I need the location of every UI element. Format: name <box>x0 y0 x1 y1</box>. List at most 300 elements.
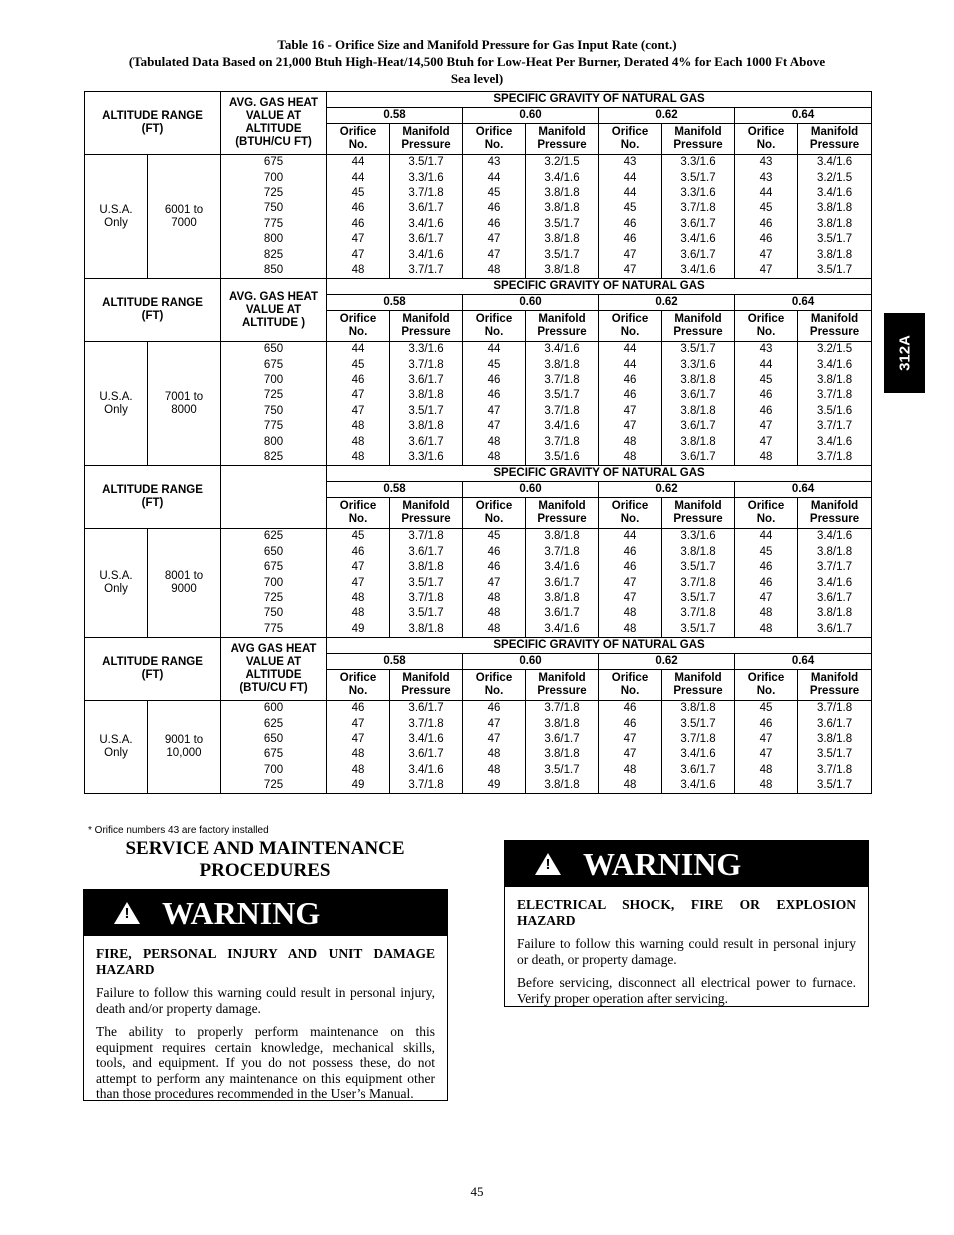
manifold-pressure-cell: 3.2/1.5 <box>526 155 599 171</box>
orifice-cell: 48 <box>463 622 526 638</box>
manifold-pressure-cell: 3.5/1.7 <box>390 575 463 590</box>
orifice-cell: 48 <box>327 763 390 778</box>
manifold-pressure-cell: 3.4/1.6 <box>526 419 599 434</box>
table-title <box>84 36 870 87</box>
manifold-pressure-cell: 3.3/1.6 <box>390 170 463 185</box>
orifice-cell: 45 <box>463 529 526 545</box>
manifold-pressure-cell: 3.3/1.6 <box>662 529 735 545</box>
manifold-pressure-cell: 3.7/1.7 <box>390 263 463 279</box>
orifice-cell: 47 <box>327 732 390 747</box>
warning-paragraph: Before servicing, disconnect all electrical power to furnace. Verify proper operation after servicing. <box>517 975 856 1006</box>
heat-value-cell: 750 <box>221 201 327 216</box>
orifice-cell: 47 <box>327 232 390 247</box>
manifold-pressure-cell: 3.6/1.7 <box>526 575 599 590</box>
manifold-pressure-header: Manifold Pressure <box>390 669 463 700</box>
orifice-cell: 46 <box>599 700 662 716</box>
altitude-range-cell: 6001 to 7000 <box>148 155 221 279</box>
manifold-pressure-cell: 3.5/1.6 <box>526 450 599 466</box>
heat-value-cell: 650 <box>221 342 327 358</box>
manifold-pressure-cell: 3.8/1.8 <box>526 591 599 606</box>
heat-value-header <box>221 466 327 529</box>
warning-word: WARNING <box>583 845 742 882</box>
region-cell: U.S.A. Only <box>85 529 148 638</box>
orifice-cell: 45 <box>327 186 390 201</box>
service-heading: SERVICE AND MAINTENANCE PROCEDURES <box>125 838 405 881</box>
orifice-cell: 44 <box>599 358 662 373</box>
warning-paragraph: The ability to properly perform maintenance on this equipment requires certain knowledge, mechanical skills, tools, and equipment. If you do not possess these, do not attempt to perform any maintenance on this equipment other than those procedures recommended in the User’s Manual. <box>96 1024 435 1101</box>
heat-value-cell: 850 <box>221 263 327 279</box>
manifold-pressure-cell: 3.6/1.7 <box>390 747 463 762</box>
manifold-pressure-cell: 3.3/1.6 <box>662 186 735 201</box>
manifold-pressure-cell: 3.5/1.6 <box>798 404 872 419</box>
orifice-cell: 47 <box>599 747 662 762</box>
manifold-pressure-cell: 3.8/1.8 <box>662 700 735 716</box>
manifold-pressure-cell: 3.2/1.5 <box>798 170 872 185</box>
heat-value-cell: 825 <box>221 450 327 466</box>
heat-value-cell: 675 <box>221 358 327 373</box>
specific-gravity-value: 0.58 <box>327 295 463 311</box>
manifold-pressure-cell: 3.7/1.8 <box>390 358 463 373</box>
manifold-pressure-cell: 3.4/1.6 <box>390 247 463 262</box>
orifice-cell: 46 <box>599 545 662 560</box>
orifice-cell: 47 <box>599 247 662 262</box>
orifice-cell: 47 <box>735 732 798 747</box>
manifold-pressure-cell: 3.5/1.7 <box>390 155 463 171</box>
manifold-pressure-cell: 3.4/1.6 <box>390 217 463 232</box>
orifice-cell: 46 <box>599 716 662 731</box>
manifold-pressure-cell: 3.8/1.8 <box>526 529 599 545</box>
manifold-pressure-cell: 3.8/1.8 <box>798 545 872 560</box>
orifice-no-header: Orifice No. <box>463 124 526 155</box>
manifold-pressure-cell: 3.3/1.6 <box>390 342 463 358</box>
heat-value-cell: 650 <box>221 545 327 560</box>
orifice-cell: 46 <box>327 700 390 716</box>
manifold-pressure-cell: 3.8/1.8 <box>526 232 599 247</box>
orifice-no-header: Orifice No. <box>463 311 526 342</box>
specific-gravity-value: 0.58 <box>327 482 463 498</box>
manifold-pressure-cell: 3.5/1.7 <box>526 763 599 778</box>
orifice-no-header: Orifice No. <box>735 498 798 529</box>
manifold-pressure-cell: 3.5/1.7 <box>526 247 599 262</box>
orifice-cell: 43 <box>463 155 526 171</box>
manifold-pressure-cell: 3.8/1.8 <box>798 606 872 621</box>
manifold-pressure-cell: 3.7/1.8 <box>390 186 463 201</box>
title-line-1: Table 16 - Orifice Size and Manifold Pressure for Gas Input Rate (cont.) <box>277 37 677 52</box>
manifold-pressure-cell: 3.6/1.7 <box>662 763 735 778</box>
manifold-pressure-cell: 3.8/1.8 <box>798 373 872 388</box>
orifice-cell: 47 <box>599 419 662 434</box>
orifice-cell: 48 <box>599 763 662 778</box>
orifice-cell: 47 <box>735 419 798 434</box>
manifold-pressure-header: Manifold Pressure <box>526 124 599 155</box>
manifold-pressure-cell: 3.8/1.8 <box>662 373 735 388</box>
manifold-pressure-cell: 3.4/1.6 <box>390 732 463 747</box>
orifice-cell: 46 <box>735 232 798 247</box>
manifold-pressure-cell: 3.6/1.7 <box>662 217 735 232</box>
orifice-no-header: Orifice No. <box>599 124 662 155</box>
altitude-range-header: ALTITUDE RANGE (FT) <box>85 637 221 700</box>
warning-body <box>84 936 447 1116</box>
manifold-pressure-cell: 3.7/1.8 <box>798 700 872 716</box>
warning-triangle-icon: ! <box>114 902 140 924</box>
heat-value-cell: 825 <box>221 247 327 262</box>
heat-value-cell: 700 <box>221 170 327 185</box>
warning-body <box>505 887 868 1020</box>
specific-gravity-header: SPECIFIC GRAVITY OF NATURAL GAS <box>327 92 872 108</box>
orifice-cell: 45 <box>735 373 798 388</box>
orifice-cell: 47 <box>463 404 526 419</box>
specific-gravity-value: 0.64 <box>735 295 872 311</box>
manifold-pressure-cell: 3.5/1.7 <box>662 716 735 731</box>
warning-box-fire <box>83 889 448 1101</box>
heat-value-header: AVG. GAS HEAT VALUE AT ALTITUDE ) <box>221 279 327 342</box>
manifold-pressure-cell: 3.6/1.7 <box>390 232 463 247</box>
orifice-cell: 47 <box>463 232 526 247</box>
orifice-no-header: Orifice No. <box>463 669 526 700</box>
orifice-cell: 47 <box>327 388 390 403</box>
title-line-2: (Tabulated Data Based on 21,000 Btuh High-Heat/14,500 Btuh for Low-Heat Per Burner, Derated 4% for Each 1000 Ft Above <box>128 54 826 69</box>
orifice-cell: 48 <box>735 763 798 778</box>
manifold-pressure-header: Manifold Pressure <box>526 669 599 700</box>
manifold-pressure-cell: 3.7/1.8 <box>798 450 872 466</box>
orifice-cell: 48 <box>599 450 662 466</box>
orifice-cell: 44 <box>599 186 662 201</box>
specific-gravity-value: 0.60 <box>463 108 599 124</box>
heat-value-cell: 800 <box>221 434 327 449</box>
heat-value-cell: 750 <box>221 404 327 419</box>
heat-value-cell: 725 <box>221 591 327 606</box>
header-row <box>85 637 872 653</box>
heat-value-cell: 675 <box>221 155 327 171</box>
orifice-cell: 46 <box>463 388 526 403</box>
manifold-pressure-cell: 3.7/1.8 <box>390 529 463 545</box>
orifice-cell: 47 <box>463 716 526 731</box>
manifold-pressure-header: Manifold Pressure <box>662 311 735 342</box>
orifice-no-header: Orifice No. <box>327 124 390 155</box>
heat-value-cell: 700 <box>221 575 327 590</box>
orifice-cell: 46 <box>599 560 662 575</box>
orifice-cell: 48 <box>327 591 390 606</box>
manifold-pressure-header: Manifold Pressure <box>390 498 463 529</box>
manifold-pressure-cell: 3.8/1.8 <box>526 263 599 279</box>
manifold-pressure-cell: 3.7/1.8 <box>662 606 735 621</box>
orifice-cell: 46 <box>463 560 526 575</box>
manifold-pressure-cell: 3.5/1.7 <box>662 560 735 575</box>
orifice-no-header: Orifice No. <box>327 669 390 700</box>
orifice-cell: 47 <box>599 575 662 590</box>
manifold-pressure-cell: 3.8/1.8 <box>526 778 599 794</box>
manifold-pressure-header: Manifold Pressure <box>798 124 872 155</box>
orifice-cell: 44 <box>327 342 390 358</box>
orifice-cell: 47 <box>735 434 798 449</box>
orifice-cell: 44 <box>599 529 662 545</box>
manifold-pressure-cell: 3.2/1.5 <box>798 342 872 358</box>
manifold-pressure-cell: 3.7/1.7 <box>798 560 872 575</box>
manifold-pressure-cell: 3.5/1.7 <box>798 232 872 247</box>
manifold-pressure-cell: 3.7/1.8 <box>390 716 463 731</box>
heat-value-cell: 700 <box>221 763 327 778</box>
manifold-pressure-cell: 3.6/1.7 <box>662 419 735 434</box>
heat-value-cell: 725 <box>221 778 327 794</box>
heat-value-cell: 625 <box>221 529 327 545</box>
orifice-cell: 46 <box>463 217 526 232</box>
orifice-cell: 45 <box>327 358 390 373</box>
manifold-pressure-header: Manifold Pressure <box>798 311 872 342</box>
manifold-pressure-cell: 3.7/1.8 <box>526 373 599 388</box>
manifold-pressure-cell: 3.8/1.8 <box>390 622 463 638</box>
manifold-pressure-cell: 3.8/1.8 <box>526 186 599 201</box>
manifold-pressure-cell: 3.4/1.6 <box>662 263 735 279</box>
manifold-pressure-cell: 3.4/1.6 <box>390 763 463 778</box>
orifice-cell: 46 <box>327 373 390 388</box>
specific-gravity-value: 0.58 <box>327 653 463 669</box>
hazard-heading: ELECTRICAL SHOCK, FIRE OR EXPLOSION HAZARD <box>517 897 856 928</box>
heat-value-cell: 800 <box>221 232 327 247</box>
orifice-no-header: Orifice No. <box>599 669 662 700</box>
manifold-pressure-cell: 3.8/1.8 <box>798 217 872 232</box>
manifold-pressure-cell: 3.7/1.8 <box>662 732 735 747</box>
orifice-cell: 43 <box>735 155 798 171</box>
orifice-cell: 47 <box>327 247 390 262</box>
manifold-pressure-cell: 3.7/1.8 <box>526 434 599 449</box>
orifice-cell: 47 <box>599 732 662 747</box>
specific-gravity-value: 0.64 <box>735 482 872 498</box>
specific-gravity-value: 0.62 <box>599 295 735 311</box>
orifice-cell: 46 <box>463 373 526 388</box>
orifice-cell: 49 <box>463 778 526 794</box>
specific-gravity-value: 0.60 <box>463 295 599 311</box>
manifold-pressure-header: Manifold Pressure <box>662 498 735 529</box>
orifice-cell: 48 <box>735 450 798 466</box>
specific-gravity-header: SPECIFIC GRAVITY OF NATURAL GAS <box>327 466 872 482</box>
orifice-cell: 47 <box>327 716 390 731</box>
heat-value-cell: 650 <box>221 732 327 747</box>
orifice-cell: 47 <box>463 732 526 747</box>
manifold-pressure-cell: 3.5/1.7 <box>662 170 735 185</box>
manifold-pressure-cell: 3.7/1.8 <box>526 404 599 419</box>
manifold-pressure-cell: 3.4/1.6 <box>798 155 872 171</box>
orifice-cell: 47 <box>599 404 662 419</box>
manifold-pressure-cell: 3.6/1.7 <box>662 450 735 466</box>
orifice-cell: 48 <box>327 606 390 621</box>
orifice-cell: 47 <box>735 591 798 606</box>
manifold-pressure-cell: 3.3/1.6 <box>662 155 735 171</box>
orifice-cell: 48 <box>735 622 798 638</box>
orifice-cell: 46 <box>463 201 526 216</box>
manifold-pressure-header: Manifold Pressure <box>798 669 872 700</box>
orifice-cell: 44 <box>463 342 526 358</box>
altitude-range-header: ALTITUDE RANGE (FT) <box>85 92 221 155</box>
orifice-cell: 47 <box>463 419 526 434</box>
orifice-no-header: Orifice No. <box>735 669 798 700</box>
manifold-pressure-cell: 3.8/1.8 <box>662 434 735 449</box>
manifold-pressure-cell: 3.4/1.6 <box>526 170 599 185</box>
manifold-pressure-cell: 3.8/1.8 <box>390 419 463 434</box>
manifold-pressure-cell: 3.7/1.8 <box>798 763 872 778</box>
manifold-pressure-cell: 3.7/1.8 <box>526 545 599 560</box>
altitude-range-cell: 7001 to 8000 <box>148 342 221 466</box>
manifold-pressure-cell: 3.6/1.7 <box>390 545 463 560</box>
orifice-pressure-table <box>84 91 872 794</box>
heat-value-cell: 750 <box>221 606 327 621</box>
specific-gravity-value: 0.58 <box>327 108 463 124</box>
specific-gravity-value: 0.64 <box>735 108 872 124</box>
warning-banner <box>505 841 868 887</box>
orifice-cell: 48 <box>327 434 390 449</box>
manifold-pressure-cell: 3.6/1.7 <box>798 622 872 638</box>
manifold-pressure-cell: 3.6/1.7 <box>390 373 463 388</box>
orifice-cell: 45 <box>735 545 798 560</box>
orifice-cell: 48 <box>463 450 526 466</box>
table-row <box>85 700 872 716</box>
side-tab <box>884 313 925 393</box>
warning-paragraph: Failure to follow this warning could result in personal injury, death and/or property damage. <box>96 985 435 1016</box>
hazard-heading: FIRE, PERSONAL INJURY AND UNIT DAMAGE HAZARD <box>96 946 435 977</box>
orifice-cell: 45 <box>735 201 798 216</box>
manifold-pressure-header: Manifold Pressure <box>526 498 599 529</box>
orifice-cell: 46 <box>735 404 798 419</box>
manifold-pressure-cell: 3.6/1.7 <box>390 201 463 216</box>
orifice-cell: 43 <box>735 170 798 185</box>
heat-value-cell: 625 <box>221 716 327 731</box>
manifold-pressure-cell: 3.4/1.6 <box>798 575 872 590</box>
orifice-cell: 48 <box>735 778 798 794</box>
manifold-pressure-cell: 3.8/1.8 <box>662 545 735 560</box>
orifice-table-wrapper <box>84 91 871 794</box>
warning-triangle-icon: ! <box>535 853 561 875</box>
warning-banner <box>84 890 447 936</box>
header-row <box>85 279 872 295</box>
title-line-3: Sea level) <box>450 71 504 86</box>
orifice-cell: 46 <box>735 388 798 403</box>
manifold-pressure-cell: 3.8/1.8 <box>390 560 463 575</box>
orifice-cell: 48 <box>327 450 390 466</box>
manifold-pressure-cell: 3.4/1.6 <box>526 622 599 638</box>
orifice-cell: 48 <box>599 622 662 638</box>
orifice-no-header: Orifice No. <box>327 498 390 529</box>
manifold-pressure-cell: 3.6/1.7 <box>526 606 599 621</box>
manifold-pressure-header: Manifold Pressure <box>390 311 463 342</box>
manifold-pressure-cell: 3.5/1.7 <box>798 263 872 279</box>
manifold-pressure-cell: 3.6/1.7 <box>390 434 463 449</box>
orifice-cell: 47 <box>735 247 798 262</box>
manifold-pressure-cell: 3.4/1.6 <box>526 560 599 575</box>
manifold-pressure-cell: 3.8/1.8 <box>798 732 872 747</box>
orifice-cell: 47 <box>327 575 390 590</box>
orifice-cell: 44 <box>735 358 798 373</box>
orifice-cell: 47 <box>735 747 798 762</box>
orifice-no-header: Orifice No. <box>735 124 798 155</box>
manifold-pressure-cell: 3.5/1.7 <box>390 404 463 419</box>
orifice-cell: 48 <box>735 606 798 621</box>
manifold-pressure-cell: 3.8/1.8 <box>526 358 599 373</box>
heat-value-cell: 775 <box>221 419 327 434</box>
orifice-no-header: Orifice No. <box>599 498 662 529</box>
manifold-pressure-cell: 3.6/1.7 <box>798 716 872 731</box>
orifice-cell: 48 <box>463 606 526 621</box>
orifice-cell: 47 <box>327 560 390 575</box>
manifold-pressure-cell: 3.4/1.6 <box>798 529 872 545</box>
manifold-pressure-cell: 3.3/1.6 <box>390 450 463 466</box>
manifold-pressure-cell: 3.7/1.8 <box>390 778 463 794</box>
orifice-cell: 44 <box>735 186 798 201</box>
table-row <box>85 342 872 358</box>
orifice-no-header: Orifice No. <box>463 498 526 529</box>
orifice-cell: 45 <box>735 700 798 716</box>
table-row <box>85 155 872 171</box>
orifice-cell: 46 <box>599 217 662 232</box>
manifold-pressure-cell: 3.4/1.6 <box>662 778 735 794</box>
orifice-cell: 45 <box>599 201 662 216</box>
heat-value-cell: 725 <box>221 388 327 403</box>
manifold-pressure-cell: 3.8/1.8 <box>526 201 599 216</box>
orifice-no-header: Orifice No. <box>599 311 662 342</box>
orifice-cell: 46 <box>735 575 798 590</box>
manifold-pressure-header: Manifold Pressure <box>798 498 872 529</box>
manifold-pressure-cell: 3.8/1.8 <box>526 716 599 731</box>
orifice-cell: 45 <box>463 186 526 201</box>
orifice-cell: 46 <box>599 232 662 247</box>
specific-gravity-value: 0.60 <box>463 482 599 498</box>
heat-value-cell: 725 <box>221 186 327 201</box>
orifice-cell: 44 <box>599 170 662 185</box>
specific-gravity-value: 0.64 <box>735 653 872 669</box>
altitude-range-cell: 9001 to 10,000 <box>148 700 221 793</box>
manifold-pressure-cell: 3.5/1.7 <box>662 622 735 638</box>
manifold-pressure-cell: 3.6/1.7 <box>526 732 599 747</box>
manifold-pressure-cell: 3.7/1.8 <box>526 700 599 716</box>
manifold-pressure-cell: 3.4/1.6 <box>662 232 735 247</box>
orifice-cell: 45 <box>327 529 390 545</box>
heat-value-cell: 675 <box>221 560 327 575</box>
manifold-pressure-cell: 3.7/1.8 <box>798 388 872 403</box>
manifold-pressure-header: Manifold Pressure <box>390 124 463 155</box>
orifice-cell: 47 <box>599 591 662 606</box>
altitude-range-cell: 8001 to 9000 <box>148 529 221 638</box>
region-cell: U.S.A. Only <box>85 700 148 793</box>
orifice-cell: 44 <box>735 529 798 545</box>
heat-value-cell: 675 <box>221 747 327 762</box>
orifice-cell: 46 <box>735 560 798 575</box>
manifold-pressure-cell: 3.6/1.7 <box>390 700 463 716</box>
manifold-pressure-cell: 3.8/1.8 <box>390 388 463 403</box>
orifice-cell: 47 <box>327 404 390 419</box>
region-cell: U.S.A. Only <box>85 155 148 279</box>
orifice-cell: 47 <box>463 575 526 590</box>
orifice-cell: 48 <box>599 434 662 449</box>
manifold-pressure-cell: 3.4/1.6 <box>526 342 599 358</box>
orifice-cell: 43 <box>735 342 798 358</box>
orifice-cell: 48 <box>327 419 390 434</box>
altitude-range-header: ALTITUDE RANGE (FT) <box>85 279 221 342</box>
orifice-cell: 48 <box>463 434 526 449</box>
orifice-cell: 46 <box>327 545 390 560</box>
orifice-cell: 48 <box>463 747 526 762</box>
orifice-cell: 49 <box>327 778 390 794</box>
orifice-no-header: Orifice No. <box>735 311 798 342</box>
heat-value-cell: 700 <box>221 373 327 388</box>
orifice-cell: 46 <box>599 373 662 388</box>
specific-gravity-value: 0.62 <box>599 108 735 124</box>
orifice-cell: 46 <box>327 201 390 216</box>
header-row <box>85 92 872 108</box>
table-footnote: * Orifice numbers 43 are factory installed <box>88 825 269 836</box>
heat-value-cell: 775 <box>221 217 327 232</box>
manifold-pressure-cell: 3.7/1.8 <box>390 591 463 606</box>
orifice-cell: 48 <box>463 263 526 279</box>
manifold-pressure-cell: 3.6/1.7 <box>662 388 735 403</box>
manifold-pressure-cell: 3.5/1.7 <box>662 591 735 606</box>
